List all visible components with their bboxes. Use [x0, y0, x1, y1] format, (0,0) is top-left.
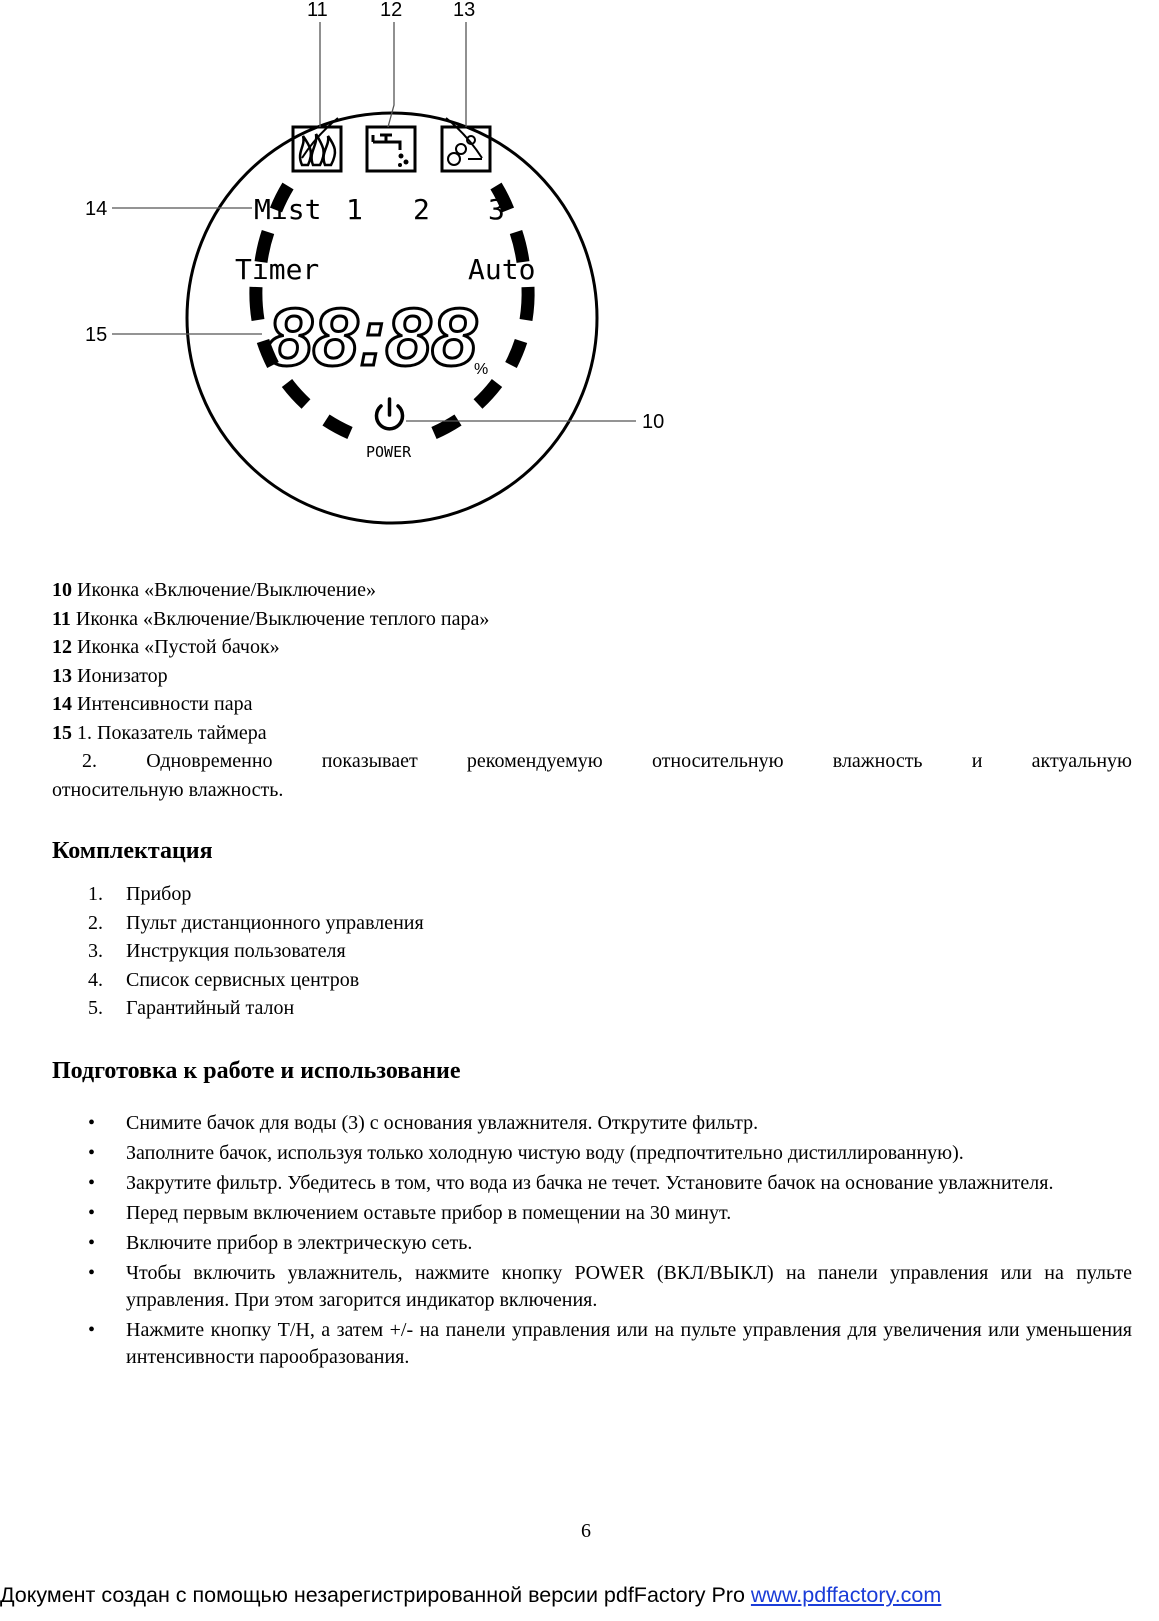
footer-text: Документ создан с помощью незарегистрированной версии pdfFactory Pro [0, 1583, 745, 1607]
legend-continuation-end: относительную влажность. [52, 778, 284, 801]
list-text: Прибор [126, 883, 192, 905]
list-item [52, 1317, 1132, 1371]
list-text: Гарантийный талон [126, 997, 295, 1019]
legend-num: 14 [52, 693, 72, 715]
control-panel-diagram [70, 0, 730, 545]
legend-item [52, 690, 1132, 719]
list-number: 1. [88, 883, 103, 905]
list-item [52, 1260, 1132, 1314]
callout-12: 12 [380, 0, 403, 21]
page-number: 6 [581, 1520, 591, 1542]
percent-sign: % [474, 361, 489, 378]
list-item [52, 937, 424, 966]
callout-13: 13 [453, 0, 476, 21]
bullet-icon: • [88, 1142, 96, 1164]
footer-link[interactable]: www.pdffactory.com [750, 1583, 942, 1607]
list-item [52, 1110, 1132, 1137]
legend-item [52, 633, 1132, 662]
list-text: Заполните бачок, используя только холодную чистую воду (предпочтительно дистиллированную). [126, 1142, 964, 1164]
legend-text: Иконка «Включение/Выключение» [77, 579, 377, 601]
timer-label: Timer [235, 253, 320, 286]
empty-tank-icon-group [367, 127, 415, 171]
list-item [52, 880, 424, 909]
callout-15: 15 [85, 324, 108, 346]
list-text: Список сервисных центров [126, 968, 360, 991]
list-item [52, 994, 424, 1023]
mist-level-3: 3 [488, 193, 505, 226]
mist-level-1: 1 [346, 193, 363, 226]
list-item [52, 1200, 1132, 1227]
list-text: Инструкция пользователя [126, 940, 346, 962]
list-text: Нажмите кнопку Т/Н, а затем +/- на панели управления или на пульте управления для увеличения или уменьшения интенсивности парообразования. [126, 1319, 1132, 1368]
prep-list [52, 1110, 1132, 1374]
callout-11: 11 [307, 0, 328, 21]
bullet-icon: • [88, 1172, 96, 1194]
digit-display: 88:88 [267, 292, 478, 383]
legend-item [52, 605, 1132, 634]
kit-heading: Комплектация [52, 838, 213, 864]
legend-item [52, 576, 1132, 605]
legend-text: Интенсивности пара [77, 693, 253, 715]
power-label: POWER [366, 443, 412, 461]
legend-text: 1. Показатель таймера [77, 721, 267, 744]
list-item [52, 1170, 1132, 1197]
list-item [52, 966, 424, 995]
legend [52, 576, 1132, 804]
list-text: Снимите бачок для воды (3) с основания увлажнителя. Открутите фильтр. [126, 1112, 759, 1134]
legend-item [52, 719, 1132, 748]
kit-list [52, 880, 424, 1023]
pdf-footer [0, 1583, 941, 1608]
legend-num: 13 [52, 664, 72, 687]
list-text: Пульт дистанционного управления [126, 911, 424, 934]
power-icon [377, 399, 403, 429]
legend-num: 10 [52, 579, 72, 601]
callout-10: 10 [642, 411, 665, 433]
bullet-icon: • [88, 1232, 96, 1254]
list-number: 3. [88, 940, 103, 962]
list-number: 5. [88, 997, 103, 1019]
list-number: 2. [88, 911, 103, 934]
legend-text: Иконка «Пустой бачок» [77, 636, 280, 658]
legend-text: Иконка «Включение/Выключение теплого пара» [75, 607, 490, 630]
legend-item [52, 662, 1132, 691]
list-text: Чтобы включить увлажнитель, нажмите кнопку POWER (ВКЛ/ВЫКЛ) на панели управления или на пульте управления. При этом загорится индикатор включения. [126, 1262, 1132, 1311]
prep-heading: Подготовка к работе и использование [52, 1058, 461, 1084]
list-text: Перед первым включением оставьте прибор в помещении на 30 минут. [126, 1202, 732, 1224]
legend-num: 11 [52, 607, 71, 630]
mist-label: Mist [254, 193, 322, 226]
bullet-icon: • [88, 1202, 96, 1224]
list-item [52, 1140, 1132, 1167]
mist-level-2: 2 [413, 193, 430, 226]
list-text: Закрутите фильтр. Убедитесь в том, что вода из бачка не течет. Установите бачок на основание увлажнителя. [126, 1172, 1054, 1194]
legend-continuation: 2. Одновременно показывает рекомендуемую относительную влажность и актуальную [82, 750, 1132, 772]
leader-line-12 [388, 22, 394, 127]
list-item [52, 909, 424, 938]
bullet-icon: • [88, 1319, 96, 1341]
legend-num: 15 [52, 721, 72, 744]
bullet-icon: • [88, 1112, 96, 1134]
list-item [52, 1230, 1132, 1257]
legend-text: Ионизатор [77, 664, 168, 687]
legend-num: 12 [52, 636, 72, 658]
callout-14: 14 [85, 198, 108, 220]
auto-label: Auto [468, 253, 536, 286]
list-text: Включите прибор в электрическую сеть. [126, 1232, 473, 1254]
bullet-icon: • [88, 1262, 96, 1284]
list-number: 4. [88, 968, 103, 991]
